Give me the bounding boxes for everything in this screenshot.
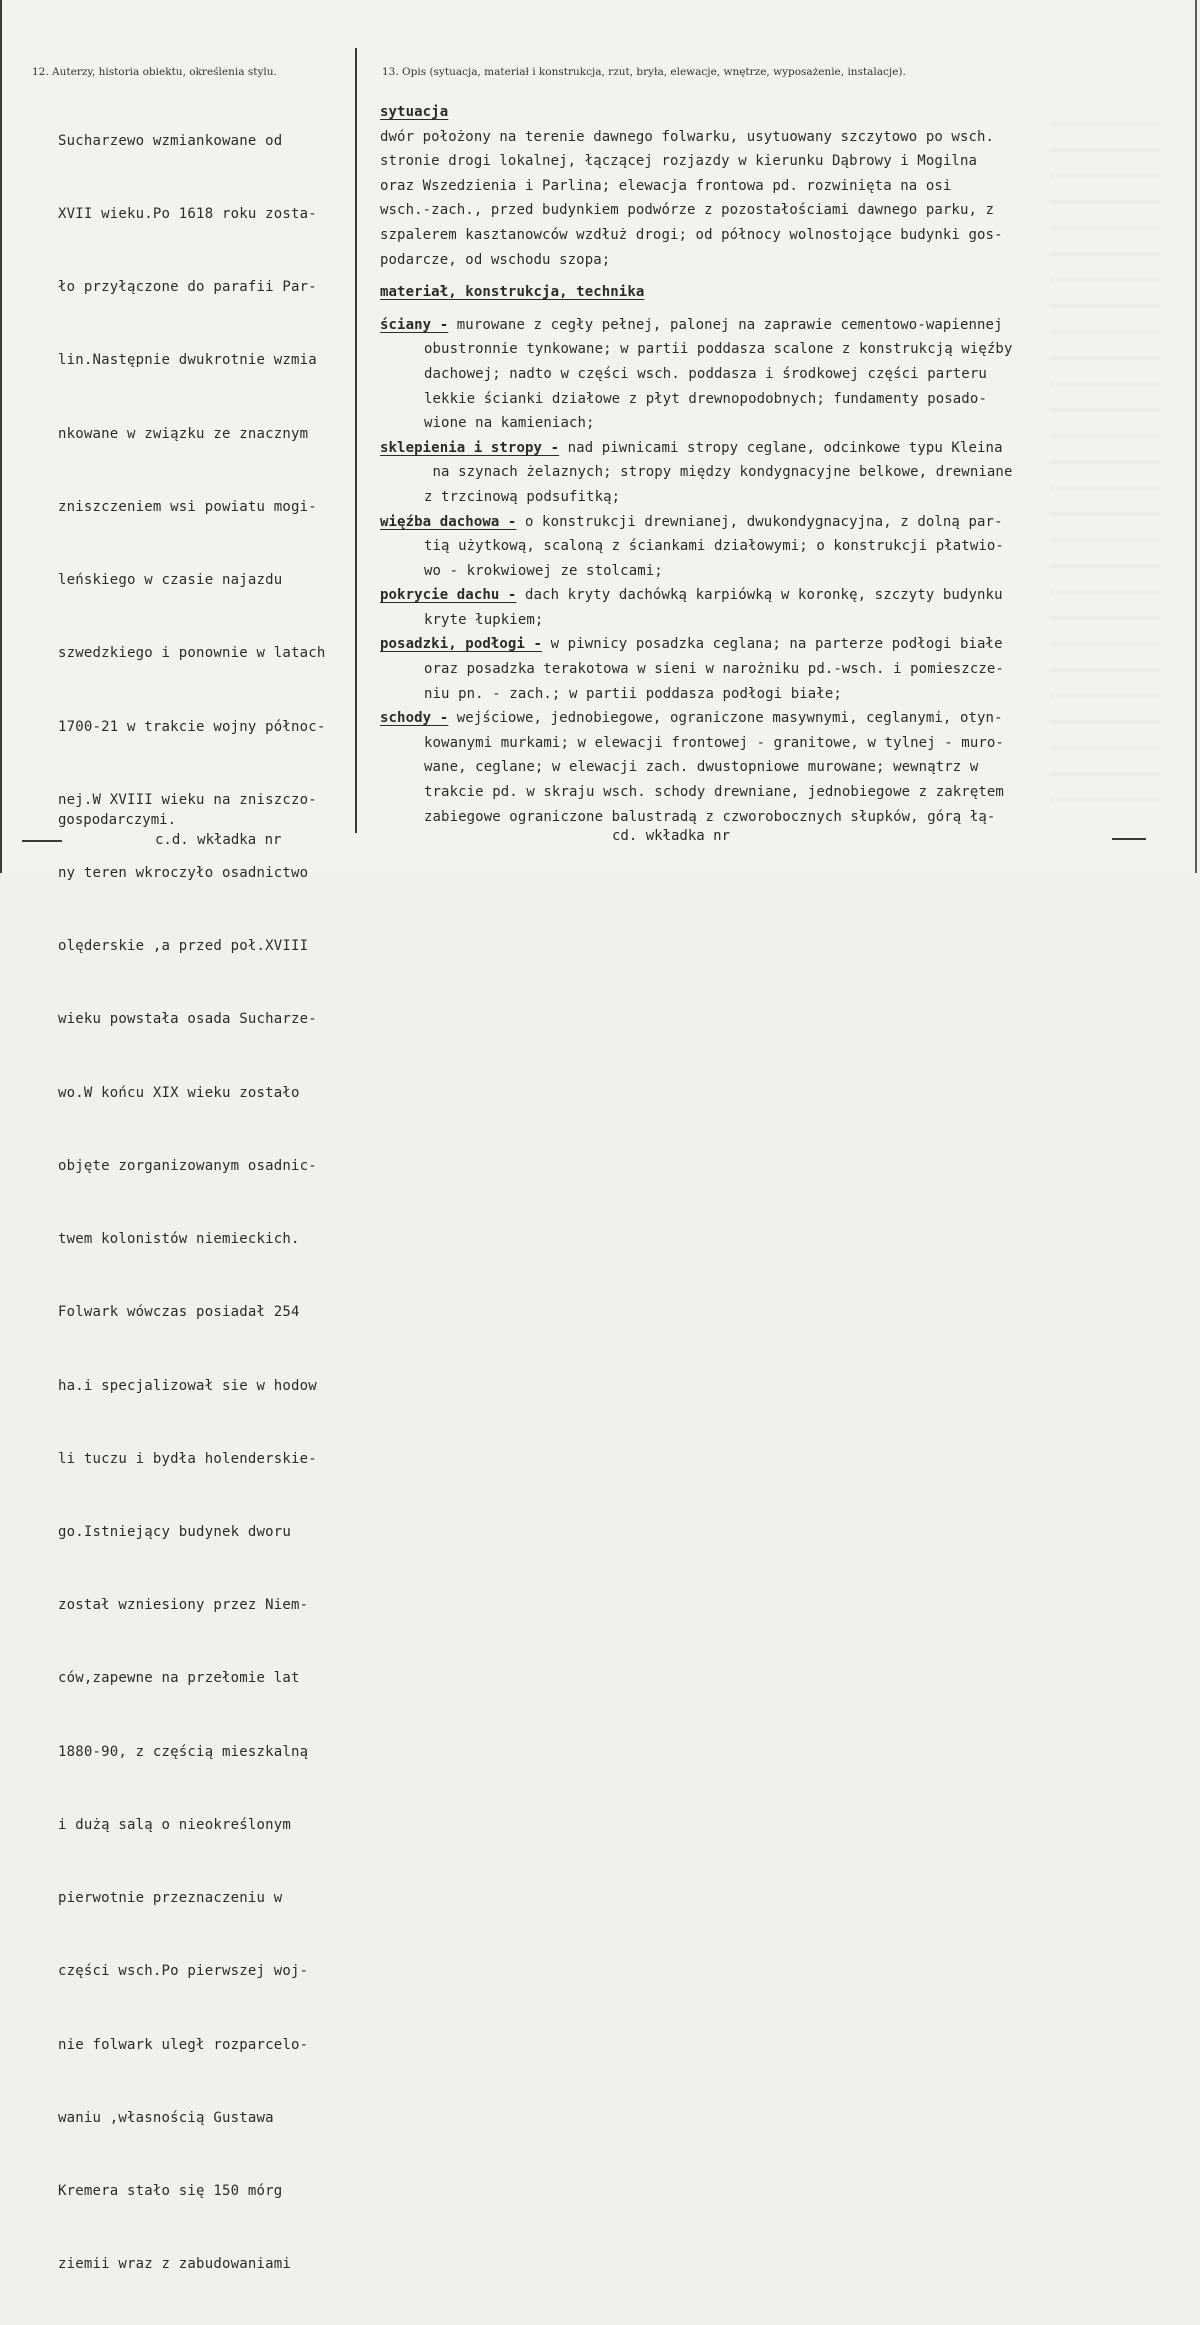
history-line: lin.Następnie dwukrotnie wzmia (58, 352, 317, 369)
entry-line: obustronnie tynkowane; w partii poddasza scalone z konstrukcją więźby (424, 341, 1013, 358)
history-line: 1700-21 w trakcie wojny północ- (58, 718, 326, 735)
entry-text: murowane z cegły pełnej, palonej na zaprawie cementowo-wapiennej (448, 316, 1003, 333)
history-line: waniu ,własnością Gustawa (58, 2109, 274, 2126)
history-line: li tuczu i bydła holenderskie- (58, 1450, 317, 1467)
entry-label: ściany - (380, 316, 449, 333)
history-line: 1880-90, z częścią mieszkalną (58, 1743, 309, 1760)
section-heading-material: materiał, konstrukcja, technika (380, 284, 645, 301)
entry-roofing (380, 583, 1120, 608)
entry-text: o konstrukcji drewnianej, dwukondygnacyjna, z dolną par- (516, 513, 1003, 530)
entry-text: nad piwnicami stropy ceglane, odcinkowe typu Kleina (559, 439, 1003, 456)
left-continuation-note: c.d. wkładka nr (155, 832, 282, 848)
entry-stairs (380, 706, 1120, 731)
entry-line: lekkie ścianki działowe z płyt drewnopodobnych; fundamenty posado- (424, 390, 987, 407)
spacer (380, 305, 1120, 313)
entry-walls (380, 313, 1120, 338)
entry-line: tią użytkową, scaloną z ściankami działowymi; o konstrukcji płatwio- (424, 538, 1004, 555)
sytuacja-line: dwór położony na terenie dawnego folwarku, usytuowany szczytowo po wsch. (380, 128, 995, 145)
right-column-header: 13. Opis (sytuacja, materiał i konstrukcja, rzut, bryła, elewacje, wnętrze, wyposażenie, instalacje). (382, 66, 906, 78)
history-line: został wzniesiony przez Niem- (58, 1597, 309, 1614)
sytuacja-line: stronie drogi lokalnej, łączącej rozjazdy w kierunku Dąbrowy i Mogilna (380, 153, 978, 170)
entry-line: wione na kamieniach; (424, 415, 595, 432)
sytuacja-line: podarcze, od wschodu szopa; (380, 251, 611, 268)
sytuacja-line: wsch.-zach., przed budynkiem podwórze z pozostałościami dawnego parku, z (380, 202, 995, 219)
history-text (58, 80, 358, 2325)
entry-line: kryte łupkiem; (424, 611, 544, 628)
history-line: leńskiego w czasie najazdu (58, 572, 283, 589)
right-continuation-note: cd. wkładka nr (612, 828, 731, 844)
history-line: szwedzkiego i ponownie w latach (58, 645, 326, 662)
history-line: Folwark wówczas posiadał 254 (58, 1304, 300, 1321)
history-line: i dużą salą o nieokreślonym (58, 1816, 291, 1833)
entry-line: oraz posadzka terakotowa w sieni w narożniku pd.-wsch. i pomieszcze- (424, 661, 1004, 678)
entry-label: posadzki, podłogi - (380, 636, 543, 653)
entry-line: wo - krokwiowej ze stolcami; (424, 562, 663, 579)
history-line: Sucharzewo wzmiankowane od (58, 132, 283, 149)
entry-label: pokrycie dachu - (380, 587, 517, 604)
spacer (380, 272, 1120, 280)
entry-roof-truss (380, 510, 1120, 535)
entry-line: dachowej; nadto w części wsch. poddasza i środkowej części parteru (424, 365, 987, 382)
section-heading-sytuacja: sytuacja (380, 104, 449, 120)
history-line: olęderskie ,a przed poł.XVIII (58, 938, 309, 955)
history-line: nie folwark uległ rozparcelo- (58, 2036, 309, 2053)
entry-label: schody - (380, 710, 449, 727)
right-border (1195, 0, 1197, 873)
history-line: zniszczeniem wsi powiatu mogi- (58, 498, 317, 515)
history-last-line: gospodarczymi. (58, 812, 177, 828)
left-border (0, 0, 2, 873)
history-line: części wsch.Po pierwszej woj- (58, 1963, 309, 1980)
history-line: ców,zapewne na przełomie lat (58, 1670, 300, 1687)
left-column-header: 12. Auterzy, historia obiektu, określenia stylu. (32, 66, 277, 78)
entry-line: zabiegowe ograniczone balustradą z czworobocznych słupków, górą łą- (424, 808, 996, 825)
entry-line: trakcie pd. w skraju wsch. schody drewniane, jednobiegowe z zakrętem (424, 784, 1004, 801)
history-line: wo.W końcu XIX wieku zostało (58, 1084, 300, 1101)
description-text (380, 100, 1120, 829)
history-line: Kremera stało się 150 mórg (58, 2182, 283, 2199)
history-line: ło przyłączone do parafii Par- (58, 279, 317, 296)
history-line: XVII wieku.Po 1618 roku zosta- (58, 206, 317, 223)
history-line: ha.i specjalizował sie w hodow (58, 1377, 317, 1394)
entry-line: niu pn. - zach.; w partii poddasza podłogi białe; (424, 685, 842, 702)
history-line: ziemii wraz z zabudowaniami (58, 2256, 291, 2273)
history-line: nkowane w związku ze znacznym (58, 425, 309, 442)
history-line: nej.W XVIII wieku na zniszczo- (58, 791, 317, 808)
entry-line: kowanymi murkami; w elewacji frontowej - granitowe, w tylnej - muro- (424, 734, 1004, 751)
entry-vaults (380, 436, 1120, 461)
right-footer-dash (1112, 838, 1146, 840)
left-footer-dash (22, 840, 62, 842)
entry-label: więźba dachowa - (380, 513, 517, 530)
history-line: twem kolonistów niemieckich. (58, 1231, 300, 1248)
entry-text: dach kryty dachówką karpiówką w koronkę, szczyty budynku (516, 587, 1003, 604)
history-line: pierwotnie przeznaczeniu w (58, 1890, 283, 1907)
entry-line: wane, ceglane; w elewacji zach. dwustopniowe murowane; wewnątrz w (424, 759, 979, 776)
history-line: go.Istniejący budynek dworu (58, 1523, 291, 1540)
entry-floors (380, 632, 1120, 657)
history-line: objęte zorganizowanym osadnic- (58, 1157, 317, 1174)
entry-label: sklepienia i stropy - (380, 439, 560, 456)
entry-text: wejściowe, jednobiegowe, ograniczone masywnymi, ceglanymi, otyn- (448, 710, 1003, 727)
entry-line: na szynach żelaznych; stropy między kondygnacyjne belkowe, drewniane (424, 464, 1013, 481)
history-line: ny teren wkroczyło osadnictwo (58, 865, 309, 881)
history-line: wieku powstała osada Sucharze- (58, 1011, 317, 1028)
sytuacja-line: oraz Wszedzienia i Parlina; elewacja frontowa pd. rozwinięta na osi (380, 177, 952, 194)
entry-text: w piwnicy posadzka ceglana; na parterze podłogi białe (542, 636, 1003, 653)
entry-line: z trzcinową podsufitką; (424, 488, 621, 505)
sytuacja-line: szpalerem kasztanowców wzdłuż drogi; od północy wolnostojące budynki gos- (380, 226, 1003, 243)
